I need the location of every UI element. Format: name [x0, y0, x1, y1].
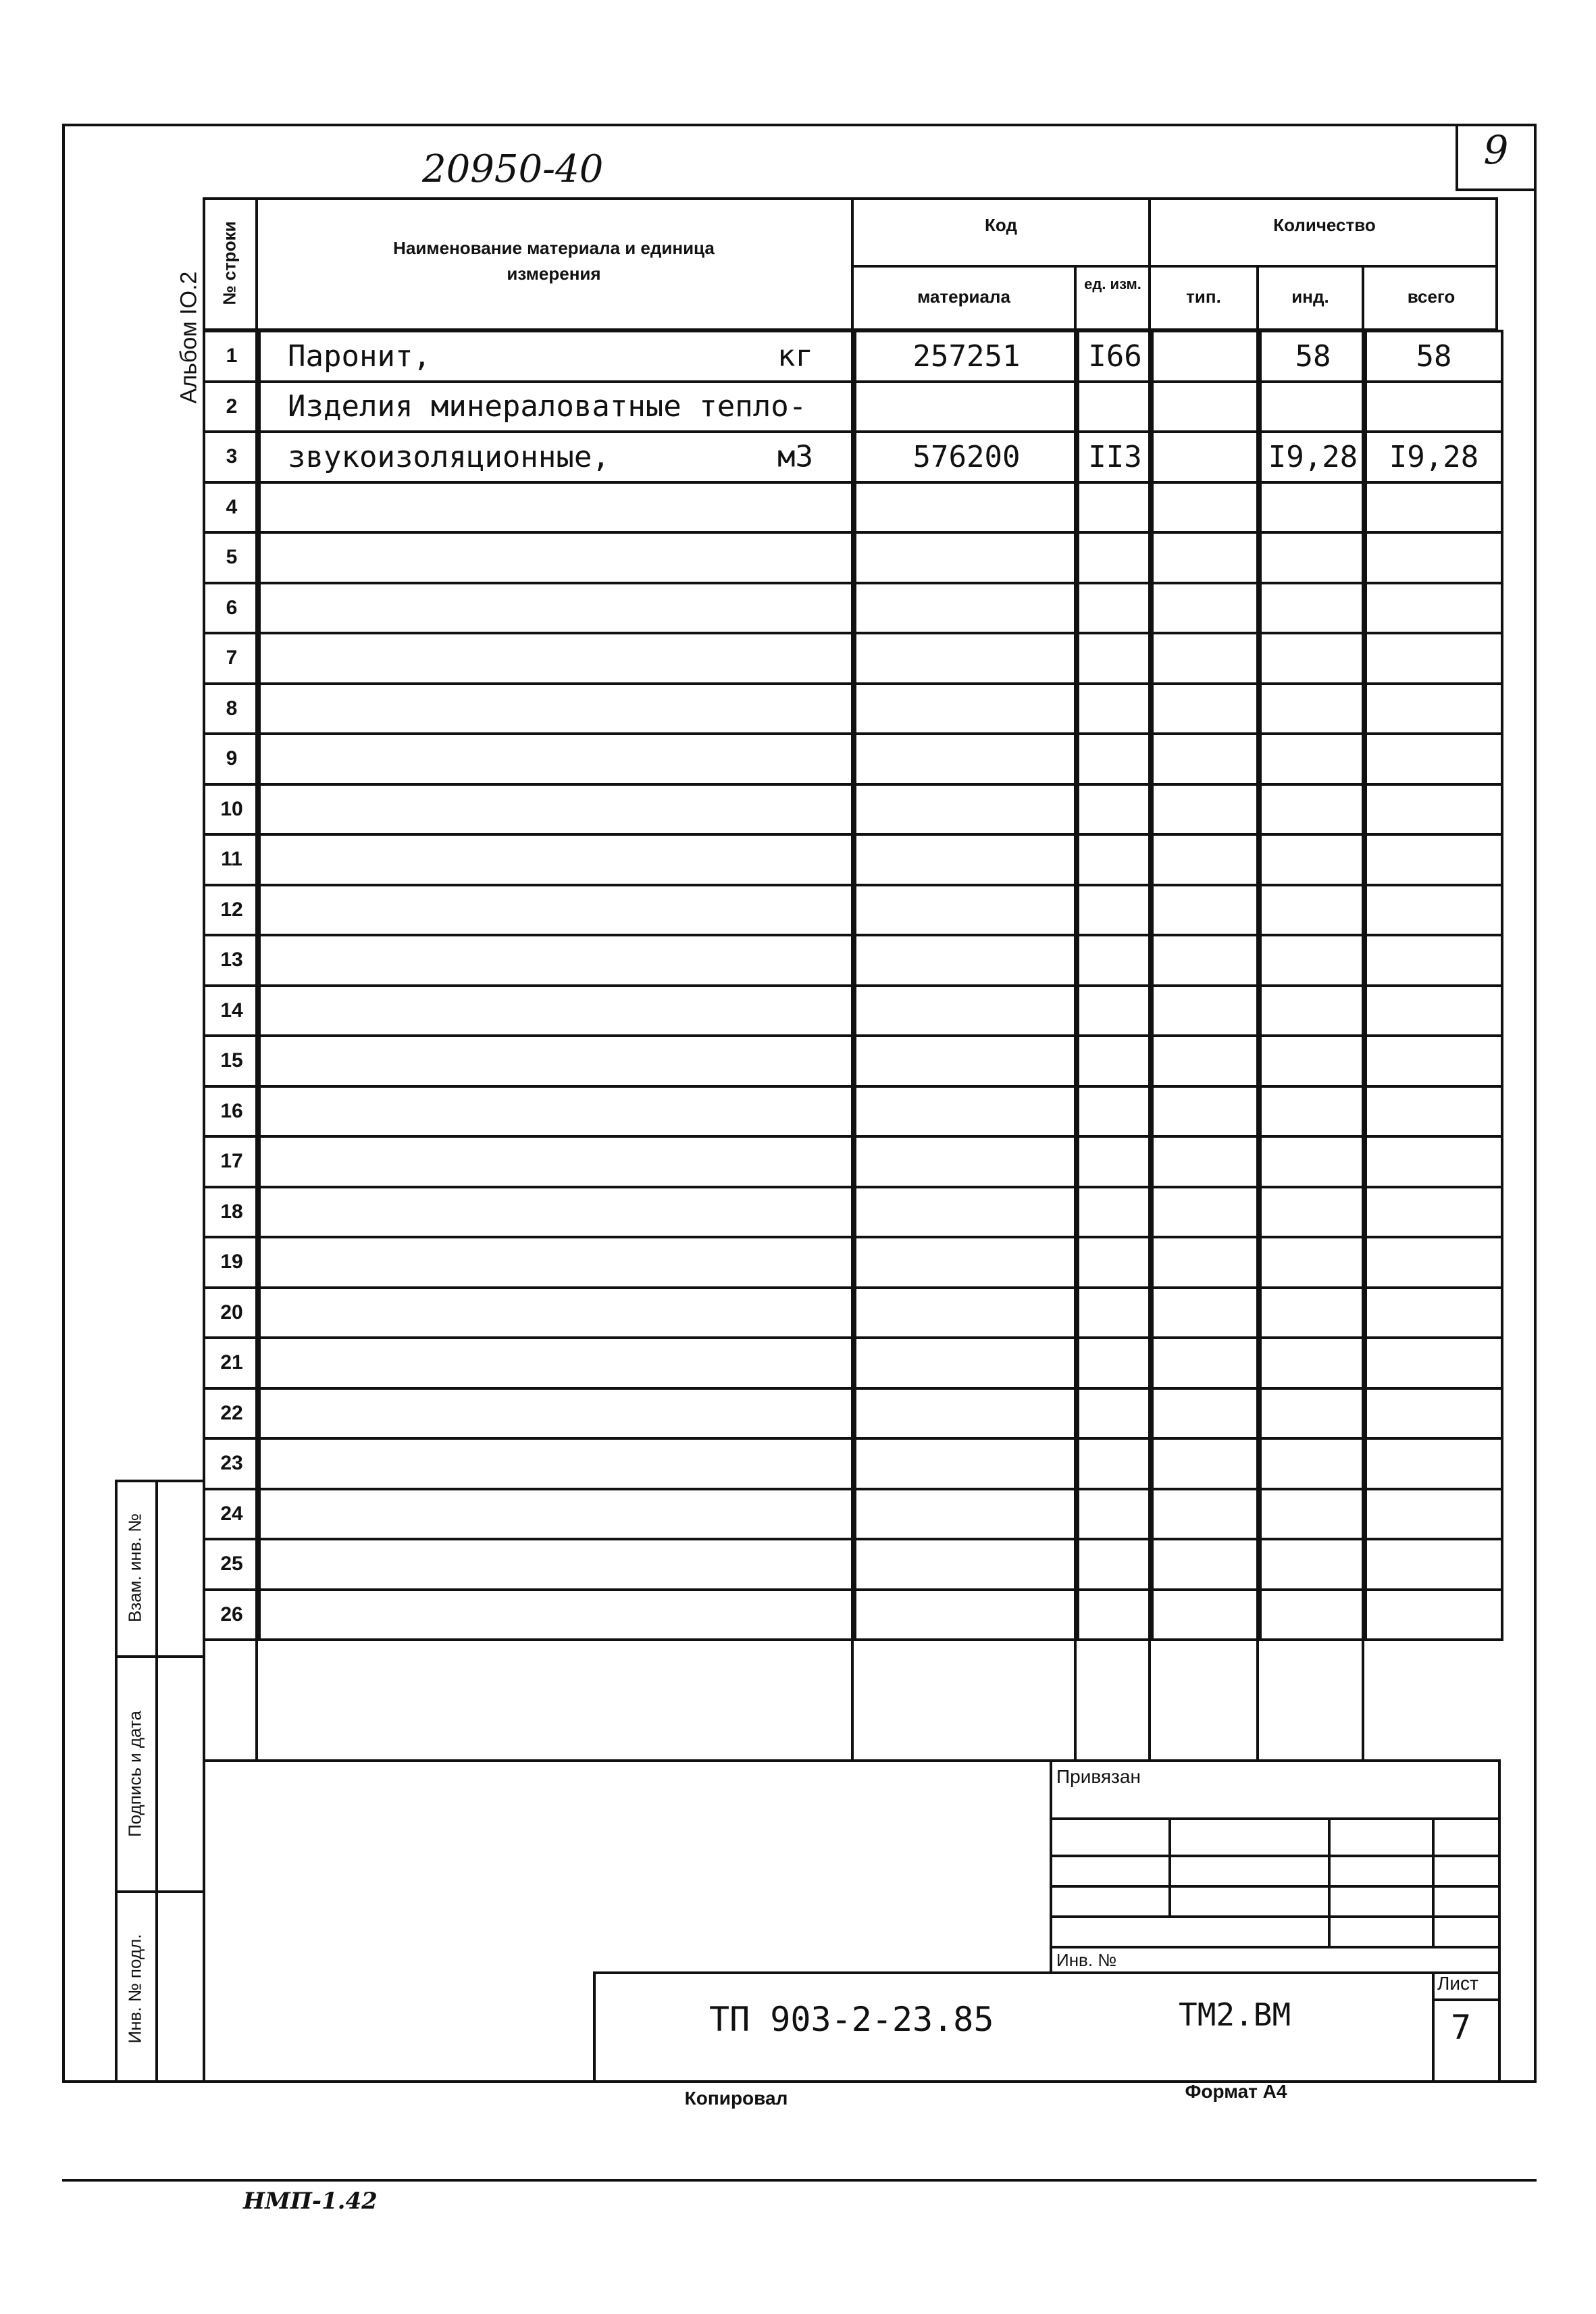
qty-ind [1260, 482, 1366, 533]
material-name [259, 1136, 855, 1187]
table-row [204, 1187, 1502, 1238]
qty-ind [1260, 1136, 1366, 1187]
code-header: Код [985, 215, 1017, 235]
qty-typ [1152, 1036, 1260, 1086]
sheet-label: Лист [1437, 1973, 1478, 1994]
qty-total [1366, 1438, 1502, 1489]
material-name [259, 1338, 855, 1388]
table-row [204, 1338, 1502, 1388]
table-row [204, 1036, 1502, 1086]
unit-code [1078, 382, 1152, 432]
material-code [855, 1590, 1078, 1640]
qty-typ [1152, 935, 1260, 986]
material-code [855, 1036, 1078, 1086]
unit-code [1078, 1187, 1152, 1238]
qty-total [1366, 885, 1502, 936]
row-number: 24 [204, 1489, 259, 1540]
material-name [259, 1590, 855, 1640]
material-name-text: Изделия минераловатные тепло- [288, 389, 807, 424]
qty-typ [1152, 1438, 1260, 1489]
qty-ind [1260, 633, 1366, 684]
qty-ind [1260, 532, 1366, 583]
table-row [204, 1237, 1502, 1288]
table-row [204, 1086, 1502, 1137]
material-name [259, 1539, 855, 1590]
table-row [204, 532, 1502, 583]
material-name [259, 432, 855, 482]
unit-code: II3 [1078, 432, 1152, 482]
table-row [204, 834, 1502, 885]
qty-total [1366, 986, 1502, 1036]
unit-label: м3 [777, 439, 813, 474]
qty-total [1366, 834, 1502, 885]
qty-total [1366, 784, 1502, 835]
material-code [855, 1539, 1078, 1590]
qty-ind [1260, 986, 1366, 1036]
row-number: 16 [204, 1086, 259, 1137]
material-name [259, 1036, 855, 1086]
unit-code [1078, 1489, 1152, 1540]
unit-header: ед. изм. [1084, 276, 1141, 293]
qty-typ [1152, 986, 1260, 1036]
qty-total [1366, 1187, 1502, 1238]
table-row [204, 784, 1502, 835]
qty-total [1366, 1288, 1502, 1338]
qty-total [1366, 1237, 1502, 1288]
unit-code [1078, 935, 1152, 986]
material-name [259, 885, 855, 936]
qty-ind [1260, 684, 1366, 734]
qty-total [1366, 1539, 1502, 1590]
material-name-text: Паронит, [288, 338, 431, 374]
row-number: 21 [204, 1338, 259, 1388]
row-number: 25 [204, 1539, 259, 1590]
table-row [204, 1489, 1502, 1540]
table-row [204, 1288, 1502, 1338]
material-name [259, 482, 855, 533]
unit-code [1078, 986, 1152, 1036]
material-code: 257251 [855, 331, 1078, 382]
material-code [855, 784, 1078, 835]
material-code [855, 684, 1078, 734]
row-number: 14 [204, 986, 259, 1036]
format-label: Формат А4 [1185, 2081, 1287, 2102]
sheet-number: 7 [1451, 2008, 1472, 2047]
row-number: 7 [204, 633, 259, 684]
qty-ind [1260, 1237, 1366, 1288]
material-code [855, 1086, 1078, 1137]
material-code [855, 382, 1078, 432]
qty-ind: 58 [1260, 331, 1366, 382]
qty-typ [1152, 482, 1260, 533]
unit-code [1078, 885, 1152, 936]
qty-ind [1260, 935, 1366, 986]
row-number: 15 [204, 1036, 259, 1086]
unit-code [1078, 1237, 1152, 1288]
qty-ind [1260, 1288, 1366, 1338]
material-name [259, 784, 855, 835]
unit-code [1078, 532, 1152, 583]
table-row [204, 583, 1502, 634]
qty-ind [1260, 1489, 1366, 1540]
qty-typ [1152, 432, 1260, 482]
row-number: 11 [204, 834, 259, 885]
bottom-rule [62, 2179, 1537, 2182]
row-number: 26 [204, 1590, 259, 1640]
unit-code [1078, 1136, 1152, 1187]
qty-ind [1260, 1539, 1366, 1590]
qty-total [1366, 382, 1502, 432]
table-row [204, 1388, 1502, 1439]
qty-ind [1260, 784, 1366, 835]
row-number: 12 [204, 885, 259, 936]
qty-ind [1260, 1590, 1366, 1640]
qty-ind [1260, 583, 1366, 634]
qty-typ [1152, 1187, 1260, 1238]
unit-label: кг [777, 338, 813, 374]
material-code [855, 1187, 1078, 1238]
qty-typ [1152, 583, 1260, 634]
ind-header: инд. [1291, 286, 1329, 307]
table-row [204, 1438, 1502, 1489]
material-code [855, 1288, 1078, 1338]
material-code [855, 986, 1078, 1036]
qty-total: I9,28 [1366, 432, 1502, 482]
sheet-code: ТМ2.ВМ [1179, 1996, 1291, 2033]
qty-typ [1152, 834, 1260, 885]
stamp-mark: НМП-1.42 [243, 2188, 378, 2215]
qty-total [1366, 935, 1502, 986]
name-header: Наименование материала и единица измерения [393, 238, 715, 284]
qty-typ [1152, 1136, 1260, 1187]
qty-typ [1152, 684, 1260, 734]
qty-ind [1260, 834, 1366, 885]
qty-total [1366, 633, 1502, 684]
qty-typ [1152, 1489, 1260, 1540]
row-number: 20 [204, 1288, 259, 1338]
unit-code [1078, 784, 1152, 835]
qty-ind: I9,28 [1260, 432, 1366, 482]
page-number: 9 [1483, 127, 1509, 173]
qty-typ [1152, 1237, 1260, 1288]
total-header: всего [1407, 286, 1456, 307]
qty-typ [1152, 331, 1260, 382]
copied-label: Копировал [684, 2088, 788, 2109]
table-row [204, 986, 1502, 1036]
podpis-label: Подпись и дата [124, 1711, 145, 1838]
row-number: 13 [204, 935, 259, 986]
row-number: 1 [204, 331, 259, 382]
qty-total [1366, 1338, 1502, 1388]
row-number: 2 [204, 382, 259, 432]
qty-ind [1260, 1338, 1366, 1388]
material-name [259, 1086, 855, 1137]
qty-typ [1152, 734, 1260, 784]
material-code [855, 532, 1078, 583]
vzam-label: Взам. инв. № [124, 1513, 145, 1623]
qty-total [1366, 532, 1502, 583]
qty-total [1366, 684, 1502, 734]
unit-code [1078, 734, 1152, 784]
table-row [204, 935, 1502, 986]
qty-ind [1260, 734, 1366, 784]
row-number: 5 [204, 532, 259, 583]
unit-code: I66 [1078, 331, 1152, 382]
table-row [204, 1539, 1502, 1590]
material-name [259, 1489, 855, 1540]
material-name-text: звукоизоляционные, [288, 439, 610, 474]
qty-ind [1260, 1086, 1366, 1137]
table-row [204, 432, 1502, 482]
row-number: 6 [204, 583, 259, 634]
qty-typ [1152, 633, 1260, 684]
row-number: 23 [204, 1438, 259, 1489]
qty-total [1366, 1590, 1502, 1640]
unit-code [1078, 1338, 1152, 1388]
typ-header: тип. [1186, 286, 1221, 307]
material-code [855, 1237, 1078, 1288]
material-name [259, 583, 855, 634]
table-row [204, 885, 1502, 936]
table-row [204, 482, 1502, 533]
material-name [259, 734, 855, 784]
unit-code [1078, 482, 1152, 533]
unit-code [1078, 1086, 1152, 1137]
row-no-header: № строки [219, 221, 240, 305]
material-name [259, 935, 855, 986]
material-name [259, 532, 855, 583]
material-name [259, 684, 855, 734]
qty-typ [1152, 532, 1260, 583]
material-code: 576200 [855, 432, 1078, 482]
qty-typ [1152, 885, 1260, 936]
material-name [259, 1187, 855, 1238]
qty-typ [1152, 1590, 1260, 1640]
row-number: 9 [204, 734, 259, 784]
qty-ind [1260, 1036, 1366, 1086]
qty-ind [1260, 382, 1366, 432]
row-number: 18 [204, 1187, 259, 1238]
material-code [855, 935, 1078, 986]
qty-typ [1152, 1086, 1260, 1137]
table-row [204, 633, 1502, 684]
qty-typ [1152, 784, 1260, 835]
table-row [204, 382, 1502, 432]
material-name [259, 1388, 855, 1439]
material-name [259, 986, 855, 1036]
table-row [204, 1136, 1502, 1187]
material-code [855, 885, 1078, 936]
qty-total [1366, 482, 1502, 533]
unit-code [1078, 633, 1152, 684]
qty-typ [1152, 1288, 1260, 1338]
table-row [204, 734, 1502, 784]
qty-total [1366, 1086, 1502, 1137]
material-name [259, 1288, 855, 1338]
material-name [259, 633, 855, 684]
material-code [855, 834, 1078, 885]
qty-total [1366, 1489, 1502, 1540]
row-number: 17 [204, 1136, 259, 1187]
material-code [855, 1136, 1078, 1187]
material-name [259, 382, 855, 432]
unit-code [1078, 834, 1152, 885]
qty-typ [1152, 1388, 1260, 1439]
row-number: 19 [204, 1237, 259, 1288]
material-name [259, 1438, 855, 1489]
qty-typ [1152, 382, 1260, 432]
row-number: 3 [204, 432, 259, 482]
document-code: 20950-40 [422, 147, 604, 191]
unit-code [1078, 1539, 1152, 1590]
material-code [855, 633, 1078, 684]
privyazan-label: Привязан [1056, 1766, 1141, 1787]
qty-ind [1260, 1388, 1366, 1439]
unit-code [1078, 1590, 1152, 1640]
qty-total [1366, 1388, 1502, 1439]
qty-total: 58 [1366, 331, 1502, 382]
material-code [855, 583, 1078, 634]
material-header: материала [917, 286, 1010, 307]
qty-typ [1152, 1539, 1260, 1590]
qty-total [1366, 734, 1502, 784]
quantity-header: Количество [1273, 215, 1376, 235]
table-row [204, 331, 1502, 382]
qty-ind [1260, 1438, 1366, 1489]
unit-code [1078, 1288, 1152, 1338]
project-code: ТП 903-2-23.85 [709, 2000, 994, 2039]
row-number: 8 [204, 684, 259, 734]
qty-typ [1152, 1338, 1260, 1388]
material-code [855, 1438, 1078, 1489]
row-number: 4 [204, 482, 259, 533]
material-name [259, 331, 855, 382]
material-code [855, 1338, 1078, 1388]
material-name [259, 834, 855, 885]
table-row [204, 1590, 1502, 1640]
qty-ind [1260, 1187, 1366, 1238]
material-code [855, 734, 1078, 784]
unit-code [1078, 583, 1152, 634]
materials-table [203, 330, 1503, 1641]
qty-total [1366, 583, 1502, 634]
material-name [259, 1237, 855, 1288]
inv-podl-label: Инв. № подл. [124, 1934, 145, 2044]
qty-ind [1260, 885, 1366, 936]
inv-no-label: Инв. № [1056, 1950, 1117, 1970]
qty-total [1366, 1136, 1502, 1187]
row-number: 22 [204, 1388, 259, 1439]
unit-code [1078, 1438, 1152, 1489]
unit-code [1078, 684, 1152, 734]
table-row [204, 684, 1502, 734]
material-code [855, 1388, 1078, 1439]
material-code [855, 482, 1078, 533]
row-number: 10 [204, 784, 259, 835]
album-label: Альбом IO.2 [176, 271, 202, 404]
unit-code [1078, 1388, 1152, 1439]
unit-code [1078, 1036, 1152, 1086]
material-code [855, 1489, 1078, 1540]
qty-total [1366, 1036, 1502, 1086]
